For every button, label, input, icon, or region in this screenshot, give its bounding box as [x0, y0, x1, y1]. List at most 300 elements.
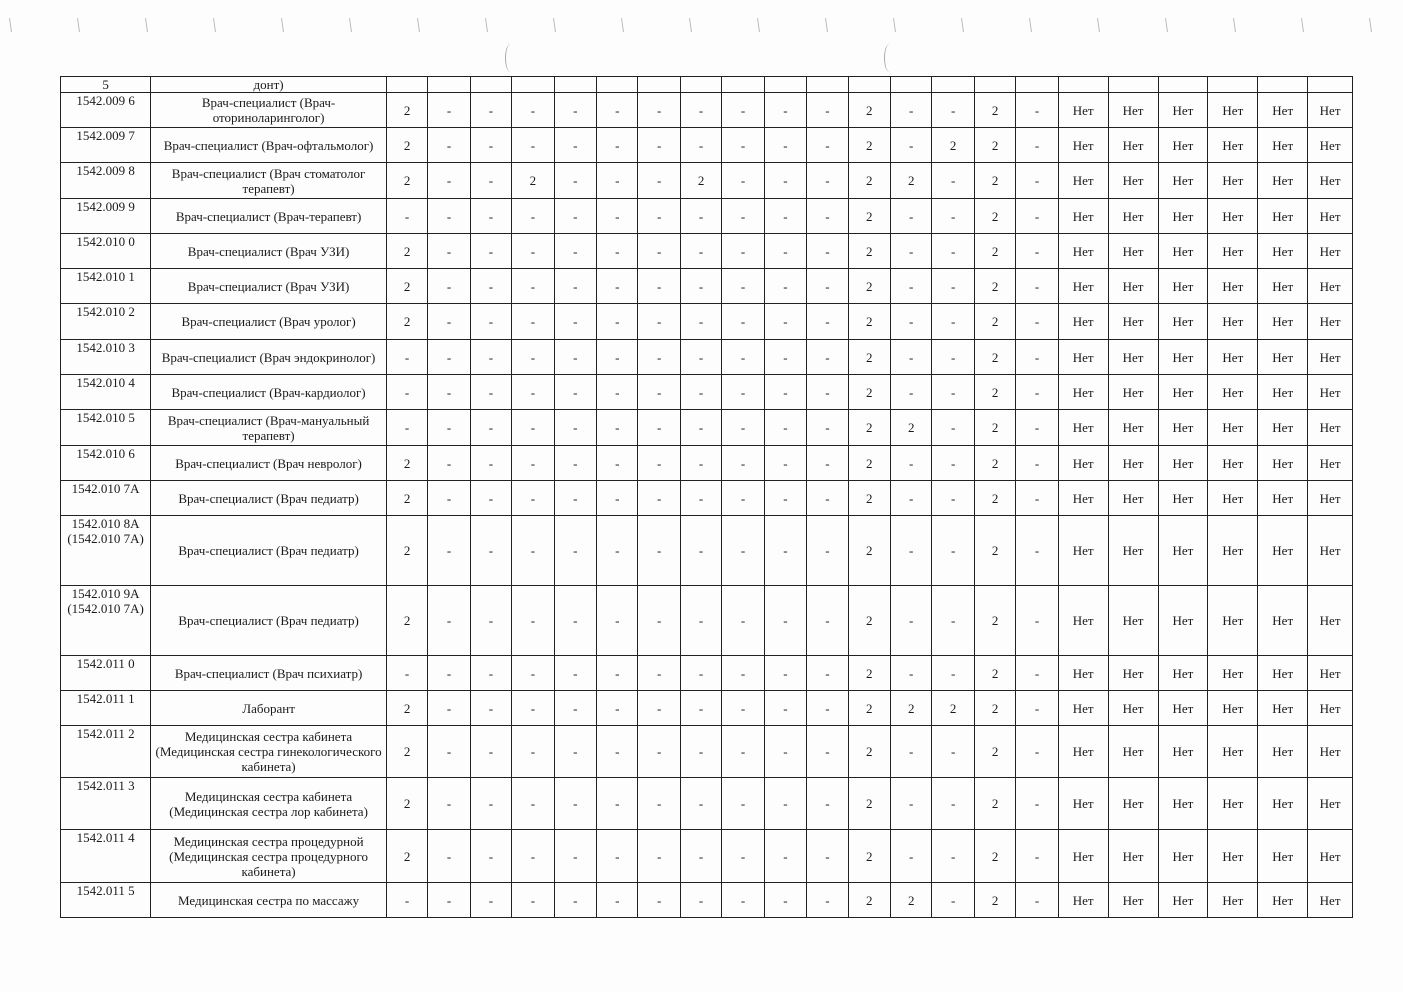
class-cell: [428, 77, 470, 93]
class-cell: -: [807, 375, 848, 410]
guarantee-cell: Нет: [1158, 93, 1208, 128]
guarantee-cell: Нет: [1208, 234, 1258, 269]
class-cell: -: [470, 234, 511, 269]
guarantee-cell: Нет: [1058, 375, 1108, 410]
class-cell: 2: [974, 269, 1015, 304]
guarantee-cell: Нет: [1108, 199, 1158, 234]
guarantee-cell: Нет: [1308, 446, 1353, 481]
class-cell: -: [1016, 586, 1058, 656]
guarantee-cell: Нет: [1308, 410, 1353, 446]
guarantee-cell: Нет: [1258, 269, 1308, 304]
class-cell: 2: [974, 410, 1015, 446]
class-cell: -: [554, 375, 596, 410]
class-cell: -: [807, 128, 848, 163]
guarantee-cell: [1208, 77, 1258, 93]
class-cell: -: [722, 199, 764, 234]
scan-mark: [961, 18, 964, 32]
table-row: [61, 586, 1353, 656]
class-cell: -: [597, 586, 638, 656]
row-code: 1542.010 8А (1542.010 7А): [61, 516, 151, 586]
class-cell: -: [638, 481, 680, 516]
row-position-name: Врач-специалист (Врач-мануальный терапевт): [151, 410, 387, 446]
class-cell: -: [428, 340, 470, 375]
class-cell: -: [1016, 163, 1058, 199]
guarantee-cell: Нет: [1258, 93, 1308, 128]
class-cell: -: [554, 163, 596, 199]
table-row: [61, 128, 1353, 163]
class-cell: 2: [848, 446, 890, 481]
class-cell: -: [512, 199, 554, 234]
guarantee-cell: [1108, 77, 1158, 93]
row-position-name: Врач-специалист (Врач педиатр): [151, 586, 387, 656]
guarantee-cell: Нет: [1308, 93, 1353, 128]
scan-mark: [621, 18, 624, 32]
class-cell: -: [470, 516, 511, 586]
row-code: 1542.010 6: [61, 446, 151, 481]
class-cell: 2: [974, 304, 1015, 340]
class-cell: -: [891, 128, 932, 163]
class-cell: -: [512, 778, 554, 830]
row-position-name: Врач-специалист (Врач невролог): [151, 446, 387, 481]
guarantee-cell: Нет: [1058, 726, 1108, 778]
scan-mark: [485, 18, 488, 32]
class-cell: -: [680, 691, 721, 726]
class-cell: 2: [848, 516, 890, 586]
table-row: [61, 656, 1353, 691]
class-cell: -: [386, 375, 427, 410]
guarantee-cell: Нет: [1258, 586, 1308, 656]
class-cell: [807, 77, 848, 93]
table-row: [61, 93, 1353, 128]
class-cell: [891, 77, 932, 93]
class-cell: -: [764, 726, 806, 778]
class-cell: -: [722, 481, 764, 516]
class-cell: -: [891, 199, 932, 234]
scan-mark: [1233, 18, 1236, 32]
guarantee-cell: Нет: [1208, 726, 1258, 778]
guarantee-cell: Нет: [1058, 691, 1108, 726]
class-cell: -: [428, 304, 470, 340]
class-cell: -: [764, 234, 806, 269]
guarantee-cell: Нет: [1208, 481, 1258, 516]
class-cell: -: [932, 830, 974, 883]
guarantee-cell: Нет: [1058, 586, 1108, 656]
guarantee-cell: Нет: [1058, 481, 1108, 516]
class-cell: -: [807, 446, 848, 481]
class-cell: 2: [974, 446, 1015, 481]
class-cell: -: [1016, 726, 1058, 778]
row-position-name: Врач-специалист (Врач УЗИ): [151, 269, 387, 304]
class-cell: [932, 77, 974, 93]
class-cell: -: [807, 199, 848, 234]
class-cell: -: [722, 304, 764, 340]
class-cell: -: [764, 481, 806, 516]
row-position-name: Врач-специалист (Врач-терапевт): [151, 199, 387, 234]
class-cell: -: [1016, 340, 1058, 375]
class-cell: -: [638, 691, 680, 726]
scan-mark: [1369, 18, 1372, 32]
class-cell: -: [680, 128, 721, 163]
class-cell: -: [638, 446, 680, 481]
guarantee-cell: Нет: [1308, 375, 1353, 410]
class-cell: -: [597, 375, 638, 410]
class-cell: -: [428, 883, 470, 918]
class-cell: -: [680, 586, 721, 656]
class-cell: 2: [386, 830, 427, 883]
guarantee-cell: Нет: [1058, 340, 1108, 375]
class-cell: 2: [386, 163, 427, 199]
guarantee-cell: Нет: [1208, 830, 1258, 883]
class-cell: [848, 77, 890, 93]
row-position-name: Медицинская сестра кабинета (Медицинская сестра лор кабинета): [151, 778, 387, 830]
scan-mark: [1165, 18, 1168, 32]
class-cell: -: [470, 410, 511, 446]
class-cell: 2: [386, 586, 427, 656]
class-cell: -: [891, 726, 932, 778]
class-cell: 2: [848, 93, 890, 128]
guarantee-cell: Нет: [1258, 304, 1308, 340]
guarantee-cell: Нет: [1308, 234, 1353, 269]
class-cell: -: [554, 778, 596, 830]
class-cell: -: [891, 304, 932, 340]
guarantee-cell: Нет: [1208, 128, 1258, 163]
class-cell: -: [512, 340, 554, 375]
guarantee-cell: Нет: [1158, 410, 1208, 446]
class-cell: -: [680, 516, 721, 586]
scan-mark: [893, 18, 896, 32]
guarantee-cell: Нет: [1258, 163, 1308, 199]
class-cell: -: [722, 375, 764, 410]
class-cell: [974, 77, 1015, 93]
class-cell: -: [1016, 883, 1058, 918]
guarantee-cell: Нет: [1108, 778, 1158, 830]
table-row: [61, 778, 1353, 830]
class-cell: -: [764, 830, 806, 883]
class-cell: -: [764, 446, 806, 481]
guarantee-cell: Нет: [1308, 883, 1353, 918]
class-cell: -: [428, 199, 470, 234]
row-code: 1542.011 2: [61, 726, 151, 778]
row-position-name: Врач-специалист (Врач педиатр): [151, 516, 387, 586]
guarantee-cell: Нет: [1058, 304, 1108, 340]
class-cell: 2: [891, 883, 932, 918]
row-position-name: Врач-специалист (Врач-офтальмолог): [151, 128, 387, 163]
class-cell: 2: [932, 691, 974, 726]
class-cell: -: [638, 269, 680, 304]
class-cell: [597, 77, 638, 93]
class-cell: -: [1016, 830, 1058, 883]
class-cell: 2: [848, 778, 890, 830]
class-cell: 2: [848, 410, 890, 446]
scan-mark: [1301, 18, 1304, 32]
class-cell: -: [932, 586, 974, 656]
class-cell: -: [764, 128, 806, 163]
class-cell: 2: [386, 128, 427, 163]
guarantee-cell: Нет: [1258, 234, 1308, 269]
class-cell: [722, 77, 764, 93]
class-cell: -: [554, 586, 596, 656]
class-cell: -: [680, 481, 721, 516]
class-cell: -: [470, 481, 511, 516]
table-row: [61, 481, 1353, 516]
class-cell: -: [597, 830, 638, 883]
guarantee-cell: Нет: [1058, 163, 1108, 199]
class-cell: 2: [512, 163, 554, 199]
class-cell: -: [512, 269, 554, 304]
class-cell: -: [680, 199, 721, 234]
class-cell: -: [470, 128, 511, 163]
guarantee-cell: Нет: [1208, 375, 1258, 410]
class-cell: -: [891, 830, 932, 883]
scan-mark: [213, 18, 216, 32]
class-cell: 2: [386, 691, 427, 726]
guarantee-cell: Нет: [1158, 446, 1208, 481]
class-cell: -: [722, 691, 764, 726]
class-cell: -: [722, 656, 764, 691]
class-cell: -: [1016, 691, 1058, 726]
table-row: [61, 304, 1353, 340]
class-cell: -: [722, 93, 764, 128]
scan-mark: [281, 18, 284, 32]
guarantee-cell: [1058, 77, 1108, 93]
table-row: [61, 375, 1353, 410]
row-code: 1542.009 8: [61, 163, 151, 199]
guarantee-cell: Нет: [1208, 199, 1258, 234]
guarantee-cell: Нет: [1058, 93, 1108, 128]
table-row: [61, 163, 1353, 199]
guarantee-cell: Нет: [1258, 481, 1308, 516]
guarantee-cell: Нет: [1208, 778, 1258, 830]
class-cell: -: [512, 656, 554, 691]
guarantee-cell: Нет: [1058, 516, 1108, 586]
row-code: 1542.010 5: [61, 410, 151, 446]
guarantee-cell: Нет: [1108, 656, 1158, 691]
row-position-name: Врач-специалист (Врач-оториноларинголог): [151, 93, 387, 128]
row-position-name: Врач-специалист (Врач стоматолог терапевт): [151, 163, 387, 199]
row-code: 1542.009 6: [61, 93, 151, 128]
class-cell: -: [554, 340, 596, 375]
class-cell: -: [891, 446, 932, 481]
row-position-name: Врач-специалист (Врач-кардиолог): [151, 375, 387, 410]
guarantee-cell: [1158, 77, 1208, 93]
class-cell: -: [722, 340, 764, 375]
class-cell: [512, 77, 554, 93]
class-cell: -: [512, 516, 554, 586]
class-cell: 2: [974, 481, 1015, 516]
class-cell: -: [680, 340, 721, 375]
row-code: 1542.010 2: [61, 304, 151, 340]
class-cell: -: [554, 234, 596, 269]
guarantee-cell: Нет: [1108, 93, 1158, 128]
row-position-name: донт): [151, 77, 387, 93]
class-cell: 2: [848, 269, 890, 304]
class-cell: -: [722, 726, 764, 778]
class-cell: -: [597, 304, 638, 340]
row-code: 5: [61, 77, 151, 93]
class-cell: 2: [974, 656, 1015, 691]
guarantee-cell: Нет: [1108, 446, 1158, 481]
class-cell: -: [638, 340, 680, 375]
class-cell: 2: [386, 93, 427, 128]
class-cell: -: [470, 340, 511, 375]
class-cell: -: [932, 481, 974, 516]
row-code: 1542.010 0: [61, 234, 151, 269]
class-cell: -: [722, 410, 764, 446]
class-cell: -: [932, 340, 974, 375]
class-cell: -: [386, 199, 427, 234]
class-cell: -: [428, 269, 470, 304]
class-cell: -: [512, 234, 554, 269]
row-position-name: Врач-специалист (Врач психиатр): [151, 656, 387, 691]
guarantee-cell: Нет: [1058, 234, 1108, 269]
guarantee-cell: Нет: [1058, 830, 1108, 883]
class-cell: -: [470, 269, 511, 304]
class-cell: -: [554, 883, 596, 918]
class-cell: -: [638, 656, 680, 691]
guarantee-cell: Нет: [1108, 128, 1158, 163]
class-cell: -: [554, 269, 596, 304]
class-cell: -: [428, 93, 470, 128]
class-cell: -: [597, 199, 638, 234]
guarantee-cell: Нет: [1258, 726, 1308, 778]
class-cell: -: [680, 304, 721, 340]
guarantee-cell: Нет: [1058, 778, 1108, 830]
guarantee-cell: Нет: [1208, 340, 1258, 375]
class-cell: -: [680, 830, 721, 883]
guarantee-cell: Нет: [1158, 304, 1208, 340]
class-cell: -: [597, 516, 638, 586]
guarantee-cell: Нет: [1058, 446, 1108, 481]
class-cell: -: [680, 446, 721, 481]
class-cell: -: [470, 446, 511, 481]
class-cell: -: [764, 778, 806, 830]
guarantee-cell: Нет: [1208, 586, 1258, 656]
row-code: 1542.009 9: [61, 199, 151, 234]
class-cell: -: [428, 691, 470, 726]
class-cell: -: [597, 883, 638, 918]
class-cell: -: [722, 128, 764, 163]
class-cell: -: [891, 481, 932, 516]
row-code: 1542.010 4: [61, 375, 151, 410]
class-cell: -: [554, 726, 596, 778]
class-cell: -: [932, 726, 974, 778]
guarantee-cell: Нет: [1108, 304, 1158, 340]
class-cell: -: [722, 234, 764, 269]
class-cell: -: [470, 726, 511, 778]
class-cell: -: [680, 656, 721, 691]
guarantee-cell: Нет: [1158, 883, 1208, 918]
class-cell: -: [1016, 410, 1058, 446]
class-cell: -: [512, 375, 554, 410]
class-cell: 2: [848, 586, 890, 656]
guarantee-cell: Нет: [1308, 481, 1353, 516]
class-cell: -: [722, 778, 764, 830]
class-cell: -: [1016, 516, 1058, 586]
class-cell: -: [597, 656, 638, 691]
class-cell: -: [554, 691, 596, 726]
guarantee-cell: Нет: [1108, 830, 1158, 883]
row-code: 1542.011 4: [61, 830, 151, 883]
class-cell: -: [1016, 481, 1058, 516]
class-cell: -: [470, 304, 511, 340]
class-cell: -: [807, 481, 848, 516]
class-cell: -: [470, 691, 511, 726]
class-cell: -: [597, 691, 638, 726]
class-cell: -: [807, 883, 848, 918]
class-cell: -: [597, 778, 638, 830]
row-code: 1542.010 7А: [61, 481, 151, 516]
guarantee-cell: Нет: [1258, 656, 1308, 691]
class-cell: -: [764, 93, 806, 128]
class-cell: -: [386, 883, 427, 918]
class-cell: 2: [974, 726, 1015, 778]
guarantee-cell: Нет: [1258, 691, 1308, 726]
class-cell: 2: [680, 163, 721, 199]
class-cell: -: [680, 269, 721, 304]
guarantee-cell: Нет: [1308, 340, 1353, 375]
guarantee-cell: Нет: [1308, 656, 1353, 691]
class-cell: -: [638, 128, 680, 163]
class-cell: [638, 77, 680, 93]
class-cell: -: [386, 410, 427, 446]
class-cell: -: [386, 656, 427, 691]
class-cell: -: [932, 883, 974, 918]
guarantee-cell: Нет: [1158, 234, 1208, 269]
guarantee-cell: Нет: [1208, 446, 1258, 481]
class-cell: -: [428, 234, 470, 269]
table-row: [61, 830, 1353, 883]
class-cell: -: [680, 726, 721, 778]
class-cell: 2: [932, 128, 974, 163]
row-position-name: Медицинская сестра кабинета (Медицинская сестра гинекологического кабинета): [151, 726, 387, 778]
guarantee-cell: Нет: [1208, 656, 1258, 691]
class-cell: -: [597, 93, 638, 128]
class-cell: -: [807, 778, 848, 830]
row-position-name: Врач-специалист (Врач педиатр): [151, 481, 387, 516]
class-cell: 2: [386, 516, 427, 586]
row-code: 1542.011 0: [61, 656, 151, 691]
assessment-table: [60, 76, 1353, 918]
class-cell: -: [470, 163, 511, 199]
class-cell: -: [891, 586, 932, 656]
class-cell: -: [554, 516, 596, 586]
guarantee-cell: Нет: [1258, 778, 1308, 830]
class-cell: -: [1016, 269, 1058, 304]
class-cell: -: [807, 93, 848, 128]
class-cell: -: [1016, 93, 1058, 128]
class-cell: -: [764, 199, 806, 234]
guarantee-cell: Нет: [1158, 726, 1208, 778]
class-cell: -: [932, 516, 974, 586]
class-cell: -: [891, 234, 932, 269]
class-cell: -: [638, 883, 680, 918]
class-cell: 2: [974, 128, 1015, 163]
row-code: 1542.010 1: [61, 269, 151, 304]
guarantee-cell: Нет: [1108, 726, 1158, 778]
class-cell: 2: [386, 304, 427, 340]
row-code: 1542.010 9А (1542.010 7А): [61, 586, 151, 656]
class-cell: -: [891, 516, 932, 586]
scan-mark: [553, 18, 556, 32]
class-cell: -: [470, 375, 511, 410]
table-row: [61, 410, 1353, 446]
class-cell: -: [428, 778, 470, 830]
table-row: [61, 340, 1353, 375]
class-cell: [386, 77, 427, 93]
table-row: [61, 883, 1353, 918]
class-cell: 2: [848, 340, 890, 375]
class-cell: -: [1016, 656, 1058, 691]
